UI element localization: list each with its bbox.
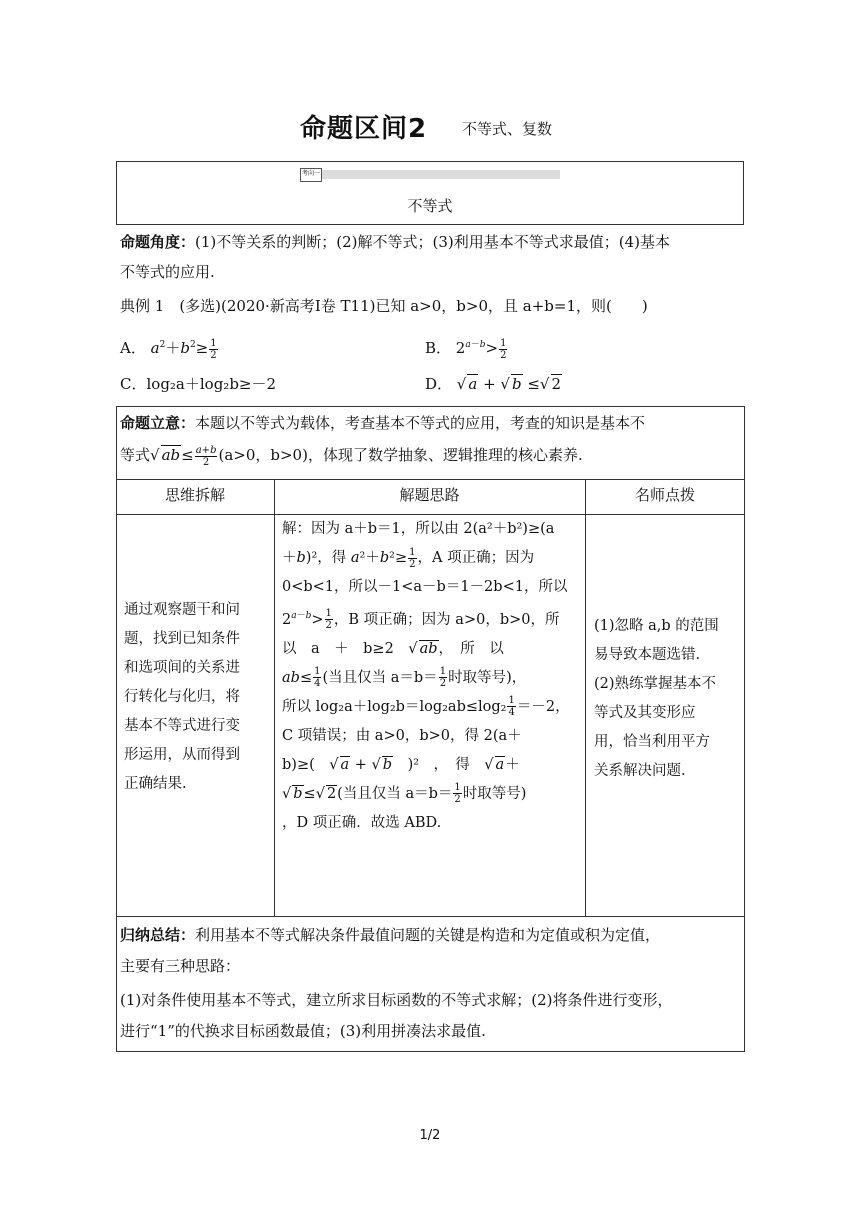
option-d: D． √ a + √ b ≤√ 2 xyxy=(425,375,562,393)
divider xyxy=(274,479,275,916)
intent-line-1: 命题立意：本题以不等式为载体，考查基本不等式的应用，考查的知识是基本不 xyxy=(120,414,646,432)
example-line: 典例 1 (多选)(2020·新高考Ⅰ卷 T11)已知 a>0，b>0，且 a+b=1，则( ) xyxy=(120,297,648,315)
header-approach: 解题思路 xyxy=(399,486,460,504)
header-thinking: 思维拆解 xyxy=(164,486,225,504)
sol-line: ＋b)²，得 a²＋b²≥ $\frac{1}{2}$ ，A 项正确；因为 xyxy=(282,546,535,570)
sol-line: 以 a ＋ b≥2 √ ab， 所 以 xyxy=(282,640,504,657)
intent-line-2: 等式√ ab≤ $\frac{a+b}{2}$ (a>0，b>0)，体现了数学抽象、逻辑推理的核心素养. xyxy=(120,444,583,468)
example-label: 典例 1 xyxy=(120,297,165,315)
tips-cell: (1)忽略 a,b 的范围 易导致本题选错. (2)熟练掌握基本不 等式及其变形应 用，恰当利用平方 关系解决问题. xyxy=(594,618,719,779)
angle-line-2: 不等式的应用. xyxy=(120,263,215,281)
tag-label: 考向一 xyxy=(300,168,322,182)
header-tips: 名师点拨 xyxy=(634,486,695,504)
option-a: A． $a^2+b^2\ge$ $\frac{1}{2}$ xyxy=(120,337,217,361)
sol-line: $2^{a-b}>$ $\frac{1}{2}$ ，B 项正确；因为 a>0，b>0，所 xyxy=(282,608,560,632)
sol-line: 所以 log₂a＋log₂b＝log₂ab≤log₂ $\frac{1}{4}$ ＝－2， xyxy=(282,695,570,719)
summary-line-2: 主要有三种思路： xyxy=(120,957,241,975)
divider xyxy=(116,916,745,917)
solution-cell xyxy=(282,515,582,838)
sol-line: C 项错误；由 a>0，b>0，得 2(a＋ xyxy=(282,727,522,744)
sol-line: ab≤ $\frac{1}{4}$ (当且仅当 a＝b＝ $\frac{1}{2}$ 时取等号)， xyxy=(282,666,527,690)
tag-bar xyxy=(300,170,560,179)
angle-line-1: 命题角度：(1)不等关系的判断；(2)解不等式；(3)利用基本不等式求最值；(4)基本 xyxy=(120,233,671,251)
summary-line-3: (1)对条件使用基本不等式，建立所求目标函数的不等式求解；(2)将条件进行变形， xyxy=(120,991,673,1009)
sol-line: 解：因为 a＋b＝1，所以由 2(a²＋b²)≥(a xyxy=(282,521,555,537)
option-c: C．log₂a＋log₂b≥－2 xyxy=(120,375,277,393)
page-title: 命题区间2 xyxy=(300,114,428,144)
sol-line: √ b≤√ 2(当且仅当 a＝b＝ $\frac{1}{2}$ 时取等号) xyxy=(282,782,527,806)
sol-line: ，D 项正确．故选 ABD. xyxy=(282,814,442,831)
summary-line-4: 进行“1”的代换求目标函数最值；(3)利用拼凑法求最值. xyxy=(120,1022,486,1040)
summary-line-1: 归纳总结：利用基本不等式解决条件最值问题的关键是构造和为定值或积为定值， xyxy=(120,926,661,944)
sol-line: b)≥( √ a + √ b )² ， 得 √ a＋ xyxy=(282,756,520,773)
option-b: B． $2^{a-b}>$ $\frac{1}{2}$ xyxy=(425,337,507,361)
divider xyxy=(116,479,745,480)
divider xyxy=(585,479,586,916)
topic-heading: 不等式 xyxy=(407,197,453,215)
thinking-cell: 通过观察题干和问 题，找到已知条件 和选项间的关系进 行转化与化归，将 基本不等式进行变 形运用，从而得到 正确结果. xyxy=(124,602,240,792)
sol-line: 0<b<1，所以－1<a－b＝1－2b<1，所以 xyxy=(282,579,568,595)
page-subtitle: 不等式、复数 xyxy=(462,120,553,138)
page-number: 1/2 xyxy=(419,1128,441,1143)
